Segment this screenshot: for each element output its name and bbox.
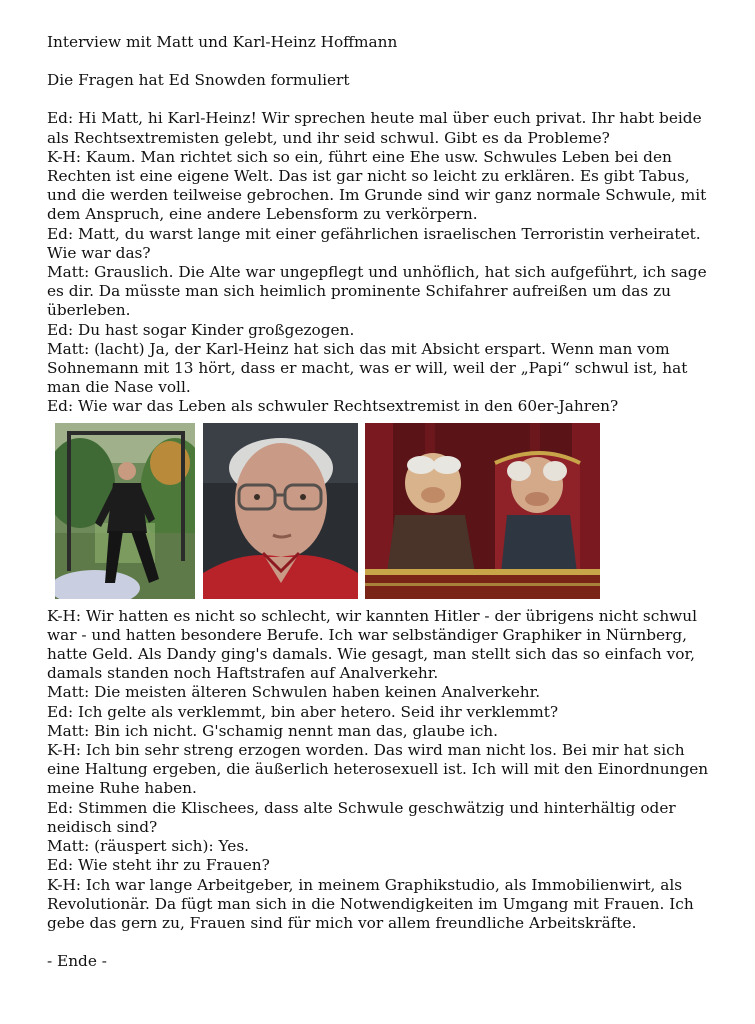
paragraph: Ed: Stimmen die Klischees, dass alte Schwule geschwätzig und hinterhältig oder neidisch sind? <box>47 798 676 836</box>
paragraph: Ed: Wie war das Leben als schwuler Rechtsextremist in den 60er-Jahren? <box>47 397 619 416</box>
paragraph: Matt: (räuspert sich): Yes. <box>47 837 250 856</box>
paragraph: Ed: Wie steht ihr zu Frauen? <box>47 856 270 875</box>
paragraph: Ed: Ich gelte als verklemmt, bin aber hetero. Seid ihr verklemmt? <box>47 702 559 721</box>
document-page <box>47 33 712 971</box>
spacer <box>47 933 712 952</box>
paragraph: Ed: Du hast sogar Kinder großgezogen. <box>47 320 355 339</box>
spacer <box>47 52 712 71</box>
paragraph: Matt: Grauslich. Die Alte war ungepflegt und unhöflich, hat sich aufgeführt, ich sage es dir. Da müsste man sich heimlich prominente Schifahrer aufreißen um das zu überleben. <box>47 263 707 320</box>
garden-photo <box>55 423 195 599</box>
paragraph: Ed: Matt, du warst lange mit einer gefährlichen israelischen Terroristin verheiratet. Wie war das? <box>47 224 701 262</box>
document-title: Interview mit Matt und Karl-Heinz Hoffmann <box>47 33 398 51</box>
paragraph: K-H: Wir hatten es nicht so schlecht, wir kannten Hitler - der übrigens nicht schwul war - und hatten besondere Berufe. Ich war selbständiger Graphiker in Nürnberg, hatte Geld. Als Dandy ging's damals. Wie gesagt, man stellt sich das so einfach vor, damals standen noch Haftstrafen auf Analverkehr. <box>47 606 698 683</box>
paragraph: K-H: Kaum. Man richtet sich so ein, führt eine Ehe usw. Schwules Leben bei den Rechten ist eine eigene Welt. Das ist gar nicht so leicht zu erklären. Es gibt Tabus, und die werden teilweise gebrochen. Im Grunde sind wir ganz normale Schwule, mit dem Anspruch, eine andere Lebensform zu verkörpern. <box>47 147 707 224</box>
portrait-photo <box>203 423 358 599</box>
paragraph: Matt: (lacht) Ja, der Karl-Heinz hat sich das mit Absicht erspart. Wenn man vom Sohnemann mit 13 hört, dass er macht, was er will, weil der „Papi“ schwul ist, hat man die Nase voll. <box>47 339 688 397</box>
document-ending: - Ende - <box>47 952 107 971</box>
document-subtitle: Die Fragen hat Ed Snowden formuliert <box>47 71 350 90</box>
photo-strip <box>55 423 712 599</box>
paragraph: Matt: Die meisten älteren Schwulen haben keinen Analverkehr. <box>47 683 541 702</box>
spacer <box>47 90 712 109</box>
puppets-photo <box>365 423 600 599</box>
paragraph: K-H: Ich war lange Arbeitgeber, in meinem Graphikstudio, als Immobilienwirt, als Revolutionär. Da fügt man sich in die Notwendigkeiten im Umgang mit Frauen. Ich gebe das gern zu, Frauen sind für mich vor allem freundliche Arbeitskräfte. <box>47 875 694 932</box>
paragraph: K-H: Ich bin sehr streng erzogen worden. Das wird man nicht los. Bei mir hat sich eine Haltung ergeben, die äußerlich heterosexuell ist. Ich will mit den Einordnungen meine Ruhe haben. <box>47 741 709 798</box>
paragraph: Matt: Bin ich nicht. G'schamig nennt man das, glaube ich. <box>47 721 498 740</box>
paragraph: Ed: Hi Matt, hi Karl-Heinz! Wir sprechen heute mal über euch privat. Ihr habt beide als Rechtsextremisten gelebt, und ihr seid schwul. Gibt es da Probleme? <box>47 109 702 147</box>
